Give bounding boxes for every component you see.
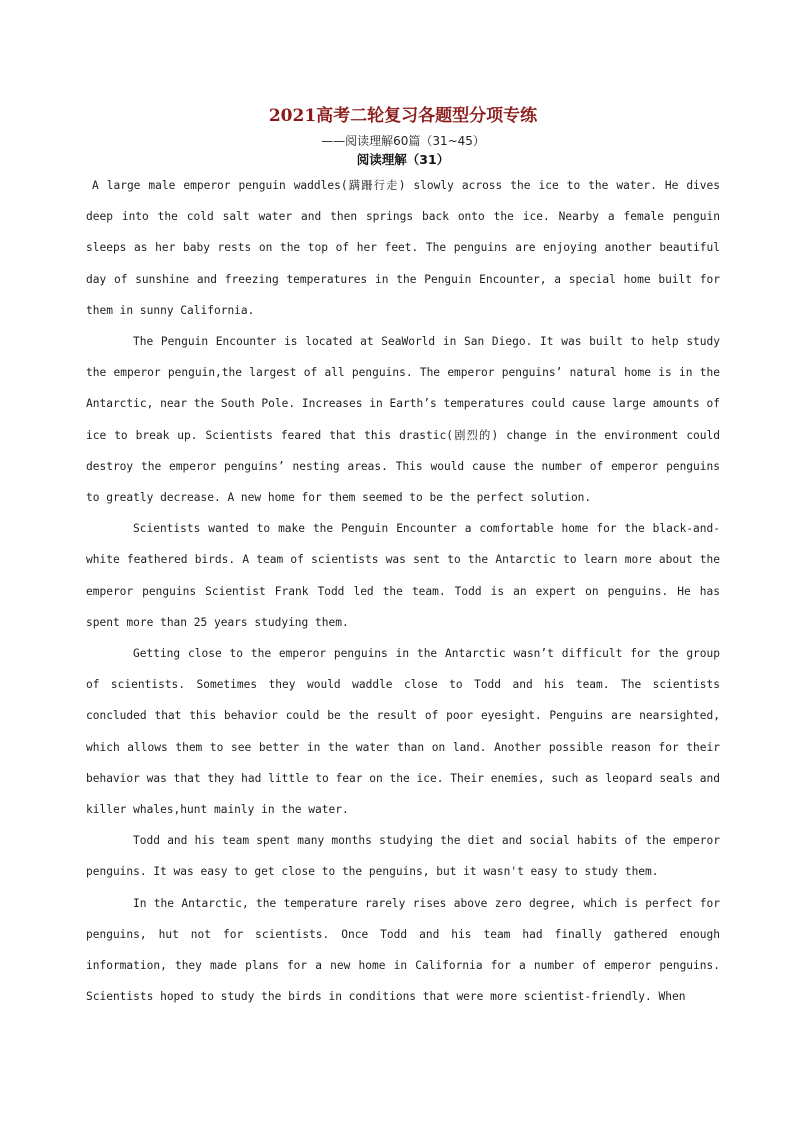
document-subtitle: ——阅读理解60篇（31~45） xyxy=(321,134,485,148)
passage-body xyxy=(86,170,720,1012)
passage-paragraph-4: Getting close to the emperor penguins in the Antarctic wasn’t difficult for the group of scientists. Sometimes they would waddle close to Todd and his team. The scientists concluded that this behavior could be the result of poor eyesight. Penguins are nearsighted, which allows them to see better in the water than on land. Another possible reason for their behavior was that they had little to fear on the ice. Their enemies, such as leopard seals and killer whales,hunt mainly in the water. xyxy=(86,647,720,817)
passage-paragraph-6: In the Antarctic, the temperature rarely rises above zero degree, which is perfect for penguins, hut not for scientists. Once Todd and his team had finally gathered enough information, they made plans for a new home in California for a number of emperor penguins. Scientists hoped to study the birds in conditions that were more scientist-friendly. When xyxy=(86,896,720,1004)
passage-paragraph-1: A large male emperor penguin waddles(蹒跚行走) slowly across the ice to the water. He dives deep into the cold salt water and then springs back onto the ice. Nearby a female penguin sleeps as her baby rests on the top of her feet. The penguins are enjoying another beautiful day of sunshine and freezing temperatures in the Penguin Encounter, a special home built for them in sunny California. xyxy=(86,179,720,317)
section-heading: 阅读理解（31） xyxy=(356,152,450,167)
document-title: 2021高考二轮复习各题型分项专练 xyxy=(268,106,538,126)
passage-paragraph-2: The Penguin Encounter is located at SeaWorld in San Diego. It was built to help study the emperor penguin,the largest of all penguins. The emperor penguins’ natural home is in the Antarctic, near the South Pole. Increases in Earth’s temperatures could cause large amounts of ice to break up. Scientists feared that this drastic(剧烈的) change in the environment could destroy the emperor penguins’ nesting areas. This would cause the number of emperor penguins to greatly decrease. A new home for them seemed to be the perfect solution. xyxy=(86,335,720,505)
passage-paragraph-3: Scientists wanted to make the Penguin Encounter a comfortable home for the black-and-white feathered birds. A team of scientists was sent to the Antarctic to learn more about the emperor penguins Scientist Frank Todd led the team. Todd is an expert on penguins. He has spent more than 25 years studying them. xyxy=(86,522,720,629)
passage-paragraph-5: Todd and his team spent many months studying the diet and social habits of the emperor penguins. It was easy to get close to the penguins, but it wasn't easy to study them. xyxy=(86,834,720,879)
document-page xyxy=(86,104,720,1012)
